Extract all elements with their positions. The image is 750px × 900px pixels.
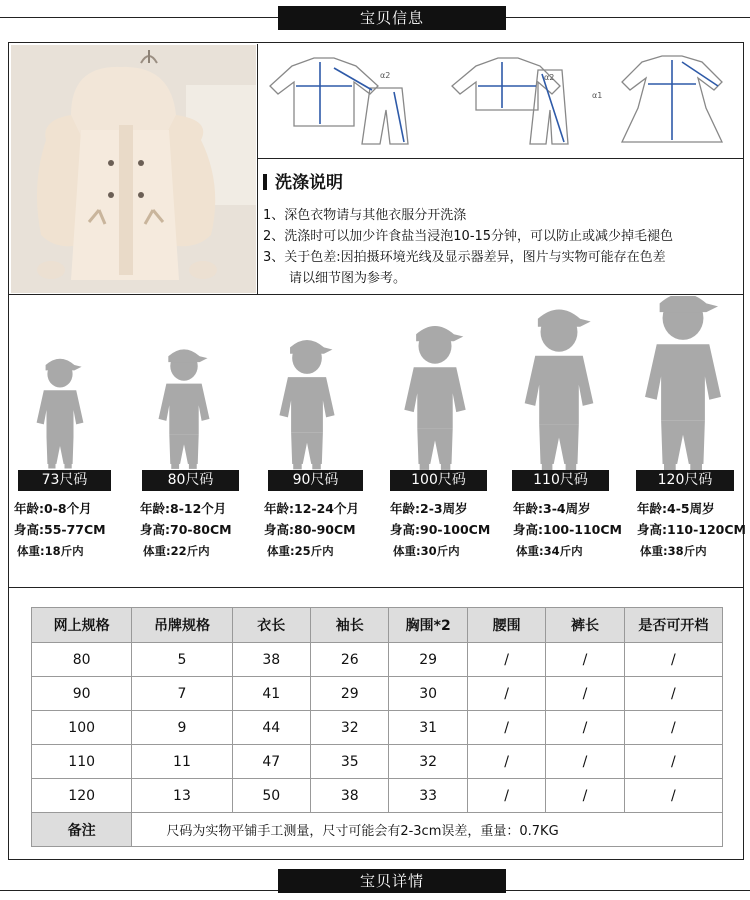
note-label: 备注 xyxy=(32,813,132,847)
table-cell: 35 xyxy=(311,745,389,779)
section-title-details: 宝贝详情 xyxy=(278,869,506,893)
size-info-90 xyxy=(264,498,359,562)
child-silhouette-80 xyxy=(159,349,210,469)
wash-line-4: 请以细节图为参考。 xyxy=(289,271,407,286)
size-badge-110: 110尺码 xyxy=(512,470,609,491)
table-cell: 32 xyxy=(389,745,467,779)
table-cell: / xyxy=(624,677,722,711)
table-cell: 50 xyxy=(232,779,310,813)
table-header-row xyxy=(32,608,723,643)
table-cell: / xyxy=(624,745,722,779)
size-age: 年龄:8-12个月 xyxy=(140,501,227,516)
size-height: 身高:100-110CM xyxy=(513,522,622,537)
column-header: 袖长 xyxy=(311,608,389,643)
table-cell: / xyxy=(624,711,722,745)
table-cell: 44 xyxy=(232,711,310,745)
table-cell: / xyxy=(467,711,545,745)
table-cell: 47 xyxy=(232,745,310,779)
table-cell: / xyxy=(467,677,545,711)
wash-line-1: 1、深色衣物请与其他衣服分开洗涤 xyxy=(263,208,467,223)
size-weight: 体重:38斤内 xyxy=(640,544,707,558)
size-weight: 体重:18斤内 xyxy=(17,544,84,558)
table-row xyxy=(32,677,723,711)
table-cell: 5 xyxy=(132,643,232,677)
size-height: 身高:110-120CM xyxy=(637,522,746,537)
table-cell: / xyxy=(546,643,624,677)
table-cell: 29 xyxy=(389,643,467,677)
divider-vertical xyxy=(257,44,258,294)
table-cell: 90 xyxy=(32,677,132,711)
product-photo xyxy=(11,45,256,293)
size-height: 身高:55-77CM xyxy=(14,522,106,537)
size-height: 身高:70-80CM xyxy=(140,522,232,537)
table-cell: 31 xyxy=(389,711,467,745)
table-cell: 100 xyxy=(32,711,132,745)
wash-line-3: 3、关于色差:因拍摄环境光线及显示器差异，图片与实物可能存在色差 xyxy=(263,250,666,265)
table-cell: 41 xyxy=(232,677,310,711)
size-badge-120: 120尺码 xyxy=(636,470,734,491)
table-cell: / xyxy=(546,745,624,779)
table-cell: / xyxy=(467,745,545,779)
table-cell: / xyxy=(467,643,545,677)
table-cell: 32 xyxy=(311,711,389,745)
size-badge-100: 100尺码 xyxy=(390,470,487,491)
table-cell: 7 xyxy=(132,677,232,711)
table-row xyxy=(32,711,723,745)
table-cell: / xyxy=(624,779,722,813)
table-cell: 38 xyxy=(232,643,310,677)
table-row xyxy=(32,779,723,813)
table-cell: / xyxy=(546,779,624,813)
title-bar-icon xyxy=(263,174,267,190)
table-cell: / xyxy=(546,711,624,745)
divider-diagrams xyxy=(258,158,743,159)
size-info-120 xyxy=(637,498,746,562)
diagram-mark-3: α1 xyxy=(592,91,603,100)
table-cell: 13 xyxy=(132,779,232,813)
table-row xyxy=(32,643,723,677)
size-age: 年龄:4-5周岁 xyxy=(637,501,715,516)
divider-section xyxy=(9,294,744,295)
column-header: 衣长 xyxy=(232,608,310,643)
size-weight: 体重:22斤内 xyxy=(143,544,210,558)
size-weight: 体重:34斤内 xyxy=(516,544,583,558)
diagram-mark-1: α2 xyxy=(380,71,391,80)
wash-title xyxy=(263,168,343,193)
size-age: 年龄:3-4周岁 xyxy=(513,501,591,516)
size-height: 身高:80-90CM xyxy=(264,522,356,537)
table-cell: 120 xyxy=(32,779,132,813)
size-table xyxy=(31,607,723,847)
column-header: 是否可开档 xyxy=(624,608,722,643)
size-age: 年龄:2-3周岁 xyxy=(390,501,468,516)
table-cell: 80 xyxy=(32,643,132,677)
size-info-80 xyxy=(140,498,232,562)
size-badge-73: 73尺码 xyxy=(18,470,111,491)
child-silhouette-90 xyxy=(279,340,334,469)
size-weight: 体重:30斤内 xyxy=(393,544,460,558)
table-cell: 29 xyxy=(311,677,389,711)
size-age: 年龄:0-8个月 xyxy=(14,501,92,516)
table-cell: 30 xyxy=(389,677,467,711)
diagram-mark-2: α2 xyxy=(544,73,555,82)
child-silhouette-73 xyxy=(37,359,84,469)
size-info-100 xyxy=(390,498,490,562)
child-figures xyxy=(0,296,750,471)
child-silhouette-100 xyxy=(404,326,465,470)
wash-line-2: 2、洗涤时可以加少许食盐当浸泡10-15分钟，可以防止或减少掉毛褪色 xyxy=(263,229,674,244)
section-title-info: 宝贝信息 xyxy=(278,6,506,30)
table-cell: 11 xyxy=(132,745,232,779)
size-badge-80: 80尺码 xyxy=(142,470,239,491)
table-cell: 33 xyxy=(389,779,467,813)
table-cell: 26 xyxy=(311,643,389,677)
table-cell: 110 xyxy=(32,745,132,779)
table-row xyxy=(32,745,723,779)
divider-table xyxy=(9,587,744,588)
size-badge-90: 90尺码 xyxy=(268,470,363,491)
table-cell: 38 xyxy=(311,779,389,813)
note-text: 尺码为实物平铺手工测量，尺寸可能会有2-3cm误差，重量：0.7KG xyxy=(132,813,723,847)
size-weight: 体重:25斤内 xyxy=(267,544,334,558)
size-height: 身高:90-100CM xyxy=(390,522,491,537)
table-cell: / xyxy=(624,643,722,677)
size-age: 年龄:12-24个月 xyxy=(264,501,359,516)
size-info-110 xyxy=(513,498,622,562)
measurement-diagrams xyxy=(262,48,742,156)
child-silhouette-110 xyxy=(525,310,594,471)
column-header: 网上规格 xyxy=(32,608,132,643)
wash-title-text: 洗涤说明 xyxy=(275,173,343,193)
table-cell: / xyxy=(467,779,545,813)
column-header: 裤长 xyxy=(546,608,624,643)
column-header: 胸围*2 xyxy=(389,608,467,643)
table-note-row xyxy=(32,813,723,847)
column-header: 腰围 xyxy=(467,608,545,643)
table-cell: 9 xyxy=(132,711,232,745)
child-silhouette-120 xyxy=(645,296,721,471)
column-header: 吊牌规格 xyxy=(132,608,232,643)
table-cell: / xyxy=(546,677,624,711)
size-info-73 xyxy=(14,498,106,562)
